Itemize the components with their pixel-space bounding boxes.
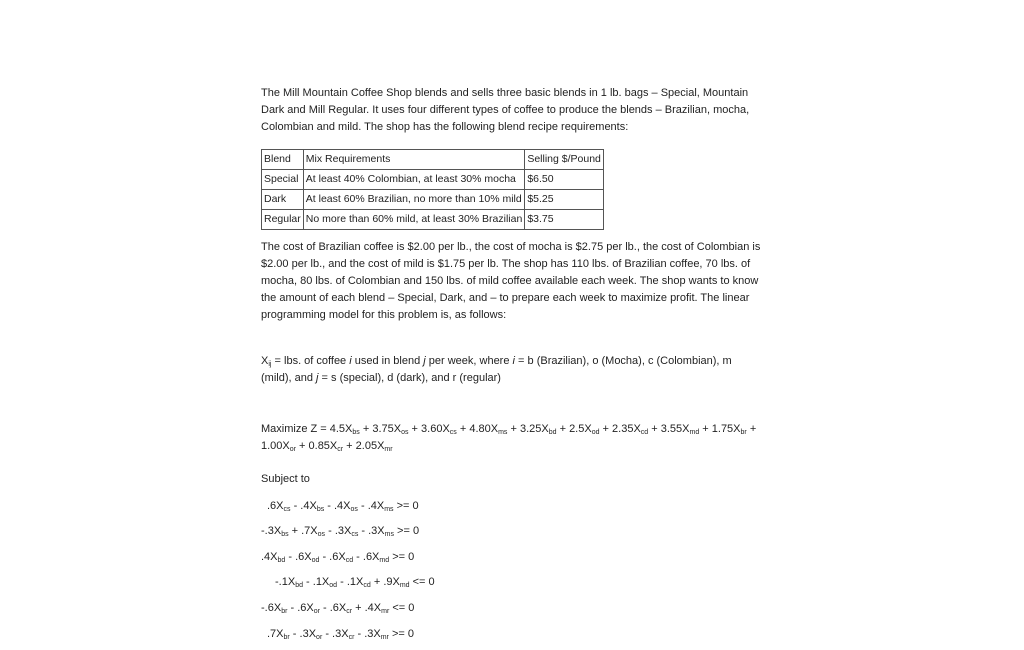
table-row [262, 209, 604, 229]
def-j: j [423, 354, 426, 367]
def-text: = lbs. of coffee [271, 354, 350, 367]
formula-text: - .6X [319, 602, 347, 615]
variable-subscript: mr [381, 608, 390, 616]
def-text: = b (Brazilian), o (Mocha), c (Colombian), m (mild), and [261, 354, 732, 384]
formula-text: + 2.35X [599, 423, 641, 436]
table-cell: At least 40% Colombian, at least 30% mocha [303, 169, 525, 189]
formula-text: - .3X [358, 525, 385, 538]
variable-subscript: od [311, 556, 320, 564]
formula-text: .4X [261, 550, 278, 563]
variable-subscript: md [689, 429, 700, 437]
blend-table [261, 149, 604, 230]
variable-subscript: cd [363, 582, 371, 590]
def-i: i [349, 354, 352, 367]
constraint-row [261, 573, 761, 599]
variable-subscript: bd [548, 429, 557, 437]
formula-text: - .6X [287, 602, 314, 615]
variable-subscript: bd [277, 556, 286, 564]
variable-subscript: os [401, 429, 409, 437]
table-header-cell: Blend [262, 149, 304, 169]
constraint-row [261, 599, 761, 625]
table-cell: Regular [262, 209, 304, 229]
variable-subscript: or [313, 608, 320, 616]
variable-subscript: os [350, 505, 358, 513]
formula-text: + 1.75X [699, 423, 741, 436]
formula-text: - .6X [319, 550, 346, 563]
variable-subscript: cs [351, 531, 359, 539]
variable-subscript: br [283, 633, 290, 641]
formula-text: - .3X [289, 627, 317, 640]
table-row [262, 189, 604, 209]
variable-definition [261, 353, 761, 387]
def-i: i [512, 354, 515, 367]
formula-text: + .9X [370, 576, 400, 589]
variable-subscript: ms [384, 505, 394, 513]
variable-subscript: cs [449, 429, 457, 437]
formula-text: + 4.80X [456, 423, 499, 436]
variable-subscript: bd [295, 582, 303, 590]
table-cell: $3.75 [525, 209, 604, 229]
formula-text: -.6X [261, 602, 282, 615]
def-text: used in blend [351, 354, 424, 367]
subject-to-label: Subject to [261, 473, 310, 486]
variable-subscript: od [591, 429, 600, 437]
table-header-cell: Selling $/Pound [525, 149, 604, 169]
formula-text: - .3X [354, 627, 381, 640]
document-body [261, 85, 761, 650]
formula-text: + 0.85X [295, 440, 338, 453]
formula-text: -.3X [261, 525, 282, 538]
constraint-row [261, 548, 761, 574]
variable-subscript: br [281, 608, 288, 616]
def-text: per week, where [425, 354, 513, 367]
variable-subscript: or [316, 633, 323, 641]
variable-subscript: cs [283, 505, 291, 513]
formula-text: + 3.75X [359, 423, 402, 436]
formula-text: + 2.05X [343, 440, 385, 453]
variable-subscript: bs [281, 531, 289, 539]
variable-subscript: ms [498, 429, 508, 437]
variable-subscript: mr [384, 446, 393, 454]
table-header-cell: Mix Requirements [303, 149, 525, 169]
formula-text: - .4X [357, 499, 385, 512]
variable-subscript: br [740, 429, 747, 437]
cost-paragraph: The cost of Brazilian coffee is $2.00 per lb., the cost of mocha is $2.75 per lb., the cost of Colombian is $2.00 per lb., and the cost of mild is $1.75 per lb. The shop has 110 lbs. of Brazilian coffee, 70 lbs. of mocha, 80 lbs. of Colombian and 150 lbs. of mild coffee available each week. The shop wants to know the amount of each blend – Special, Dark, and – to prepare each week to maximize profit. The linear programming model for this problem is, as follows: [261, 240, 761, 322]
intro-paragraph: The Mill Mountain Coffee Shop blends and sells three basic blends in 1 lb. bags – Special, Mountain Dark and Mill Regular. It uses four different types of coffee to produce the blends – Brazilian, mocha, Colombian and mild. The shop has the following blend recipe requirements: [261, 87, 750, 134]
variable-subscript: bs [316, 505, 325, 513]
constraint-row [261, 497, 761, 523]
formula-text: Maximize Z = 4.5X [261, 423, 353, 436]
formula-text: + 3.55X [648, 423, 690, 436]
objective-function [261, 421, 761, 455]
formula-text: >= 0 [388, 627, 414, 640]
formula-text: - .3X [322, 627, 349, 640]
formula-text: - .4X [324, 499, 351, 512]
formula-text: .6X [267, 499, 284, 512]
table-cell: $6.50 [525, 169, 604, 189]
def-text: = s (special), d (dark), and r (regular) [318, 371, 501, 384]
formula-text: -.1X [275, 576, 296, 589]
table-header-row [262, 149, 604, 169]
formula-text: - .3X [325, 525, 352, 538]
formula-text: - .6X [285, 550, 312, 563]
variable-subscript: or [289, 446, 296, 454]
formula-text: - .4X [290, 499, 317, 512]
formula-text: + .4X [352, 602, 382, 615]
variable-subscript: bs [352, 429, 360, 437]
formula-text: + 3.25X [507, 423, 549, 436]
formula-text: <= 0 [389, 602, 415, 615]
formula-text: >= 0 [393, 525, 420, 538]
table-row [262, 169, 604, 189]
constraints-list [261, 497, 761, 650]
formula-text: .7X [267, 627, 284, 640]
variable-subscript: md [399, 582, 410, 590]
formula-text: >= 0 [389, 550, 415, 563]
formula-text: + 1.00X [261, 423, 757, 453]
def-j: j [316, 371, 319, 384]
formula-text: + 3.60X [408, 423, 450, 436]
formula-text: + 2.5X [556, 423, 592, 436]
constraint-row [261, 522, 761, 548]
def-var: X [261, 354, 269, 367]
variable-subscript: os [317, 531, 326, 539]
formula-text: + .7X [288, 525, 318, 538]
formula-text: - .6X [353, 550, 380, 563]
table-cell: No more than 60% mild, at least 30% Brazilian [303, 209, 525, 229]
variable-subscript: cr [348, 633, 355, 641]
variable-subscript: ms [384, 531, 394, 539]
variable-subscript: cr [337, 446, 344, 454]
formula-text: >= 0 [393, 499, 419, 512]
formula-text: - .1X [302, 576, 330, 589]
formula-text: - .1X [337, 576, 364, 589]
variable-subscript: mr [380, 633, 389, 641]
table-cell: $5.25 [525, 189, 604, 209]
formula-text: <= 0 [409, 576, 435, 589]
variable-subscript: cd [345, 556, 354, 564]
variable-subscript: od [329, 582, 338, 590]
constraint-row [261, 625, 761, 650]
table-cell: Special [262, 169, 304, 189]
variable-subscript: cr [346, 608, 353, 616]
table-cell: Dark [262, 189, 304, 209]
variable-subscript: cd [640, 429, 649, 437]
variable-subscript: md [379, 556, 390, 564]
table-cell: At least 60% Brazilian, no more than 10% mild [303, 189, 525, 209]
def-sub: ij [268, 360, 272, 368]
